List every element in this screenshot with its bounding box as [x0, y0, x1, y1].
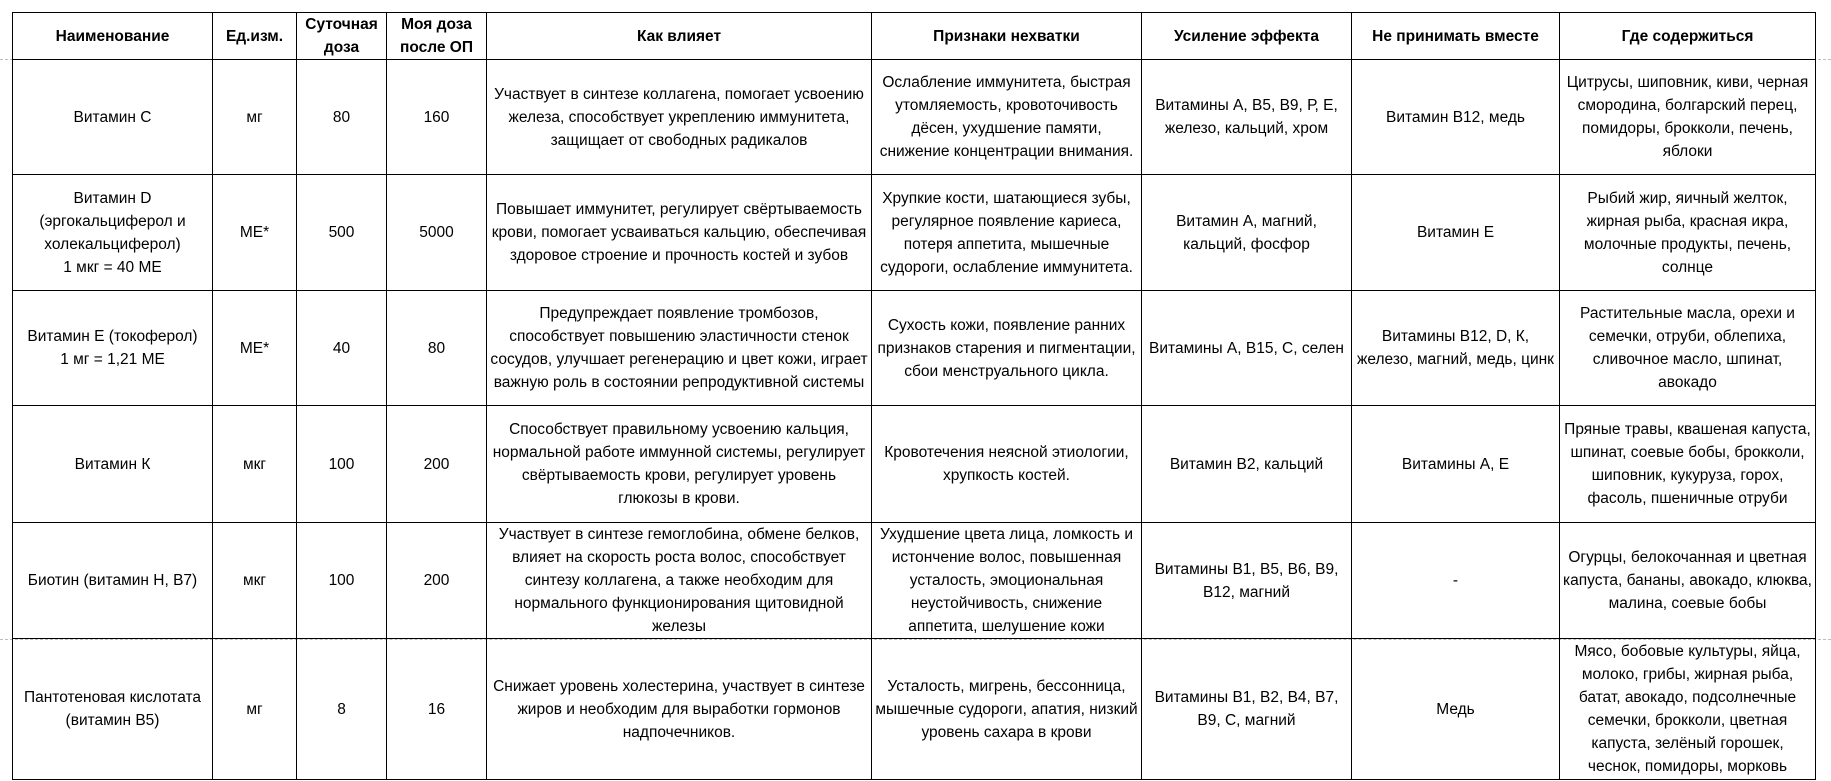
- header-cell-boost[interactable]: Усиление эффекта: [1142, 13, 1352, 60]
- cell-name[interactable]: Пантотеновая кислотата (витамин В5): [13, 639, 213, 780]
- cell-mydose[interactable]: 160: [387, 60, 487, 175]
- cell-boost[interactable]: Витамины В1, В2, В4, В7, В9, С, магний: [1142, 639, 1352, 780]
- header-cell-deficiency[interactable]: Признаки нехватки: [872, 13, 1142, 60]
- cell-daily[interactable]: 500: [297, 175, 387, 291]
- cell-name[interactable]: Витамин C: [13, 60, 213, 175]
- cell-name[interactable]: Витамин Е (токоферол) 1 мг = 1,21 МЕ: [13, 291, 213, 406]
- cell-boost[interactable]: Витамин В2, кальций: [1142, 406, 1352, 523]
- table-row: [13, 60, 1816, 175]
- cell-sources[interactable]: Растительные масла, орехи и семечки, отруби, облепиха, сливочное масло, шпинат, авокадо: [1560, 291, 1816, 406]
- cell-sources[interactable]: Огурцы, белокочанная и цветная капуста, бананы, авокадо, клюква, малина, соевые бобы: [1560, 523, 1816, 639]
- vitamin-table: [12, 12, 1816, 780]
- cell-avoid[interactable]: -: [1352, 523, 1560, 639]
- cell-deficiency[interactable]: Хрупкие кости, шатающиеся зубы, регулярное появление кариеса, потеря аппетита, мышечные судороги, ослабление иммунитета.: [872, 175, 1142, 291]
- cell-avoid[interactable]: Витамин Е: [1352, 175, 1560, 291]
- cell-daily[interactable]: 40: [297, 291, 387, 406]
- cell-effect[interactable]: Участвует в синтезе гемоглобина, обмене белков, влияет на скорость роста волос, способствует синтезу коллагена, а также необходим для нормального функционирования щитовидной железы: [487, 523, 872, 639]
- cell-daily[interactable]: 80: [297, 60, 387, 175]
- header-cell-name[interactable]: Наименование: [13, 13, 213, 60]
- cell-daily[interactable]: 8: [297, 639, 387, 780]
- header-cell-mydose[interactable]: Моя доза после ОП: [387, 13, 487, 60]
- table-row: [13, 291, 1816, 406]
- header-cell-sources[interactable]: Где содержиться: [1560, 13, 1816, 60]
- cell-deficiency[interactable]: Сухость кожи, появление ранних признаков старения и пигментации, сбои менструального цикла.: [872, 291, 1142, 406]
- cell-effect[interactable]: Снижает уровень холестерина, участвует в синтезе жиров и необходим для выработки гормонов надпочечников.: [487, 639, 872, 780]
- cell-unit[interactable]: МЕ*: [213, 291, 297, 406]
- cell-unit[interactable]: мкг: [213, 523, 297, 639]
- cell-mydose[interactable]: 80: [387, 291, 487, 406]
- header-row: [13, 13, 1816, 60]
- cell-mydose[interactable]: 5000: [387, 175, 487, 291]
- cell-daily[interactable]: 100: [297, 523, 387, 639]
- cell-name[interactable]: Биотин (витамин H, B7): [13, 523, 213, 639]
- cell-deficiency[interactable]: Ослабление иммунитета, быстрая утомляемость, кровоточивость дёсен, ухудшение памяти, снижение концентрации внимания.: [872, 60, 1142, 175]
- cell-boost[interactable]: Витамины В1, В5, В6, В9, В12, магний: [1142, 523, 1352, 639]
- cell-effect[interactable]: Предупреждает появление тромбозов, способствует повышению эластичности стенок сосудов, улучшает регенерацию и цвет кожи, играет важную роль в состоянии репродуктивной системы: [487, 291, 872, 406]
- table-row: [13, 523, 1816, 639]
- cell-effect[interactable]: Повышает иммунитет, регулирует свёртываемость крови, помогает усваиваться кальцию, обеспечивая здоровое строение и прочность костей и зубов: [487, 175, 872, 291]
- cell-deficiency[interactable]: Усталость, мигрень, бессонница, мышечные судороги, апатия, низкий уровень сахара в крови: [872, 639, 1142, 780]
- cell-sources[interactable]: Цитрусы, шиповник, киви, черная смородина, болгарский перец, помидоры, брокколи, печень, яблоки: [1560, 60, 1816, 175]
- cell-avoid[interactable]: Витамины В12, D, К, железо, магний, медь, цинк: [1352, 291, 1560, 406]
- header-cell-unit[interactable]: Ед.изм.: [213, 13, 297, 60]
- table-row: [13, 639, 1816, 780]
- table-row: [13, 406, 1816, 523]
- cell-deficiency[interactable]: Кровотечения неясной этиологии, хрупкость костей.: [872, 406, 1142, 523]
- cell-mydose[interactable]: 200: [387, 523, 487, 639]
- cell-boost[interactable]: Витамины А, В5, В9, Р, Е, железо, кальций, хром: [1142, 60, 1352, 175]
- cell-name[interactable]: Витамин К: [13, 406, 213, 523]
- cell-name[interactable]: Витамин D (эргокальциферол и холекальциферол) 1 мкг = 40 МЕ: [13, 175, 213, 291]
- cell-avoid[interactable]: Витамин В12, медь: [1352, 60, 1560, 175]
- cell-avoid[interactable]: Медь: [1352, 639, 1560, 780]
- cell-mydose[interactable]: 200: [387, 406, 487, 523]
- cell-unit[interactable]: мг: [213, 639, 297, 780]
- header-cell-daily[interactable]: Суточная доза: [297, 13, 387, 60]
- cell-avoid[interactable]: Витамины А, Е: [1352, 406, 1560, 523]
- cell-daily[interactable]: 100: [297, 406, 387, 523]
- cell-unit[interactable]: мкг: [213, 406, 297, 523]
- cell-mydose[interactable]: 16: [387, 639, 487, 780]
- cell-effect[interactable]: Участвует в синтезе коллагена, помогает усвоению железа, способствует укреплению иммунитета, защищает от свободных радикалов: [487, 60, 872, 175]
- cell-sources[interactable]: Мясо, бобовые культуры, яйца, молоко, грибы, жирная рыба, батат, авокадо, подсолнечные семечки, брокколи, цветная капуста, зелёный горошек, чеснок, помидоры, морковь: [1560, 639, 1816, 780]
- cell-effect[interactable]: Способствует правильному усвоению кальция, нормальной работе иммунной системы, регулирует свёртываемость крови, регулирует уровень глюкозы в крови.: [487, 406, 872, 523]
- cell-sources[interactable]: Пряные травы, квашеная капуста, шпинат, соевые бобы, брокколи, шиповник, кукуруза, горох, фасоль, пшеничные отруби: [1560, 406, 1816, 523]
- cell-unit[interactable]: МЕ*: [213, 175, 297, 291]
- cell-unit[interactable]: мг: [213, 60, 297, 175]
- table-row: [13, 175, 1816, 291]
- header-cell-effect[interactable]: Как влияет: [487, 13, 872, 60]
- cell-boost[interactable]: Витамины А, В15, С, селен: [1142, 291, 1352, 406]
- cell-deficiency[interactable]: Ухудшение цвета лица, ломкость и истончение волос, повышенная усталость, эмоциональная неустойчивость, снижение аппетита, шелушение кожи: [872, 523, 1142, 639]
- header-cell-avoid[interactable]: Не принимать вместе: [1352, 13, 1560, 60]
- cell-boost[interactable]: Витамин А, магний, кальций, фосфор: [1142, 175, 1352, 291]
- cell-sources[interactable]: Рыбий жир, яичный желток, жирная рыба, красная икра, молочные продукты, печень, солнце: [1560, 175, 1816, 291]
